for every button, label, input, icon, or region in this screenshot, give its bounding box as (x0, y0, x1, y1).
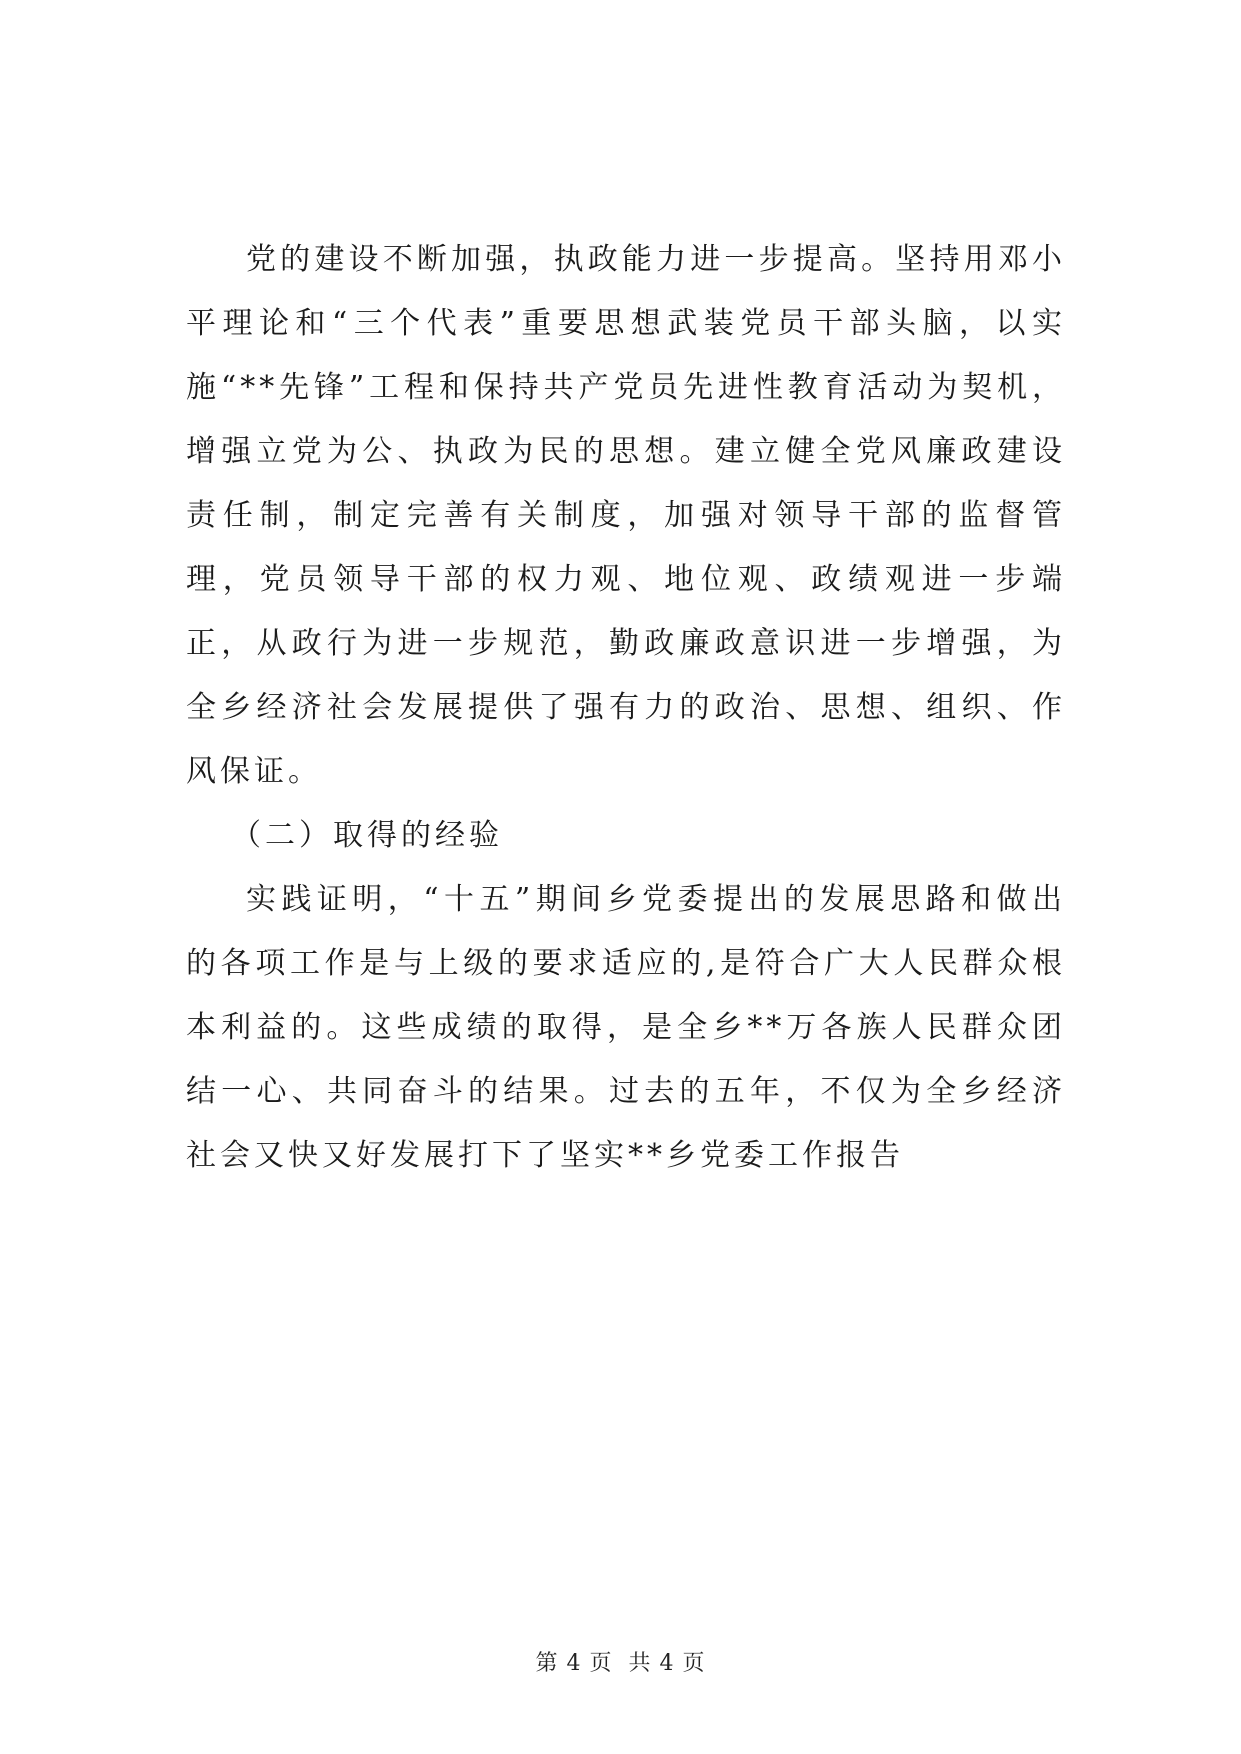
paragraph-practice-proves: 实践证明，“十五”期间乡党委提出的发展思路和做出的各项工作是与上级的要求适应的,是符合广大人民群众根本利益的。这些成绩的取得，是全乡**万各族人民群众团结一心、共同奋斗的结果。过去的五年，不仅为全乡经济社会又快又好发展打下了坚实**乡党委工作报告 (186, 882, 1066, 1173)
paragraph-party-building: 党的建设不断加强，执政能力进一步提高。坚持用邓小平理论和“三个代表”重要思想武装党员干部头脑，以实施“**先锋”工程和保持共产党员先进性教育活动为契机，增强立党为公、执政为民的思想。建立健全党风廉政建设责任制，制定完善有关制度，加强对领导干部的监督管理，党员领导干部的权力观、地位观、政绩观进一步端正，从政行为进一步规范，勤政廉政意识进一步增强，为全乡经济社会发展提供了强有力的政治、思想、组织、作风保证。 (186, 242, 1066, 789)
page-number-label: 第 4 页 共 4 页 (535, 1651, 706, 1676)
section-heading-experience: （二）取得的经验 (231, 818, 503, 853)
document-body (186, 228, 1066, 1188)
page-footer (0, 1646, 1241, 1677)
